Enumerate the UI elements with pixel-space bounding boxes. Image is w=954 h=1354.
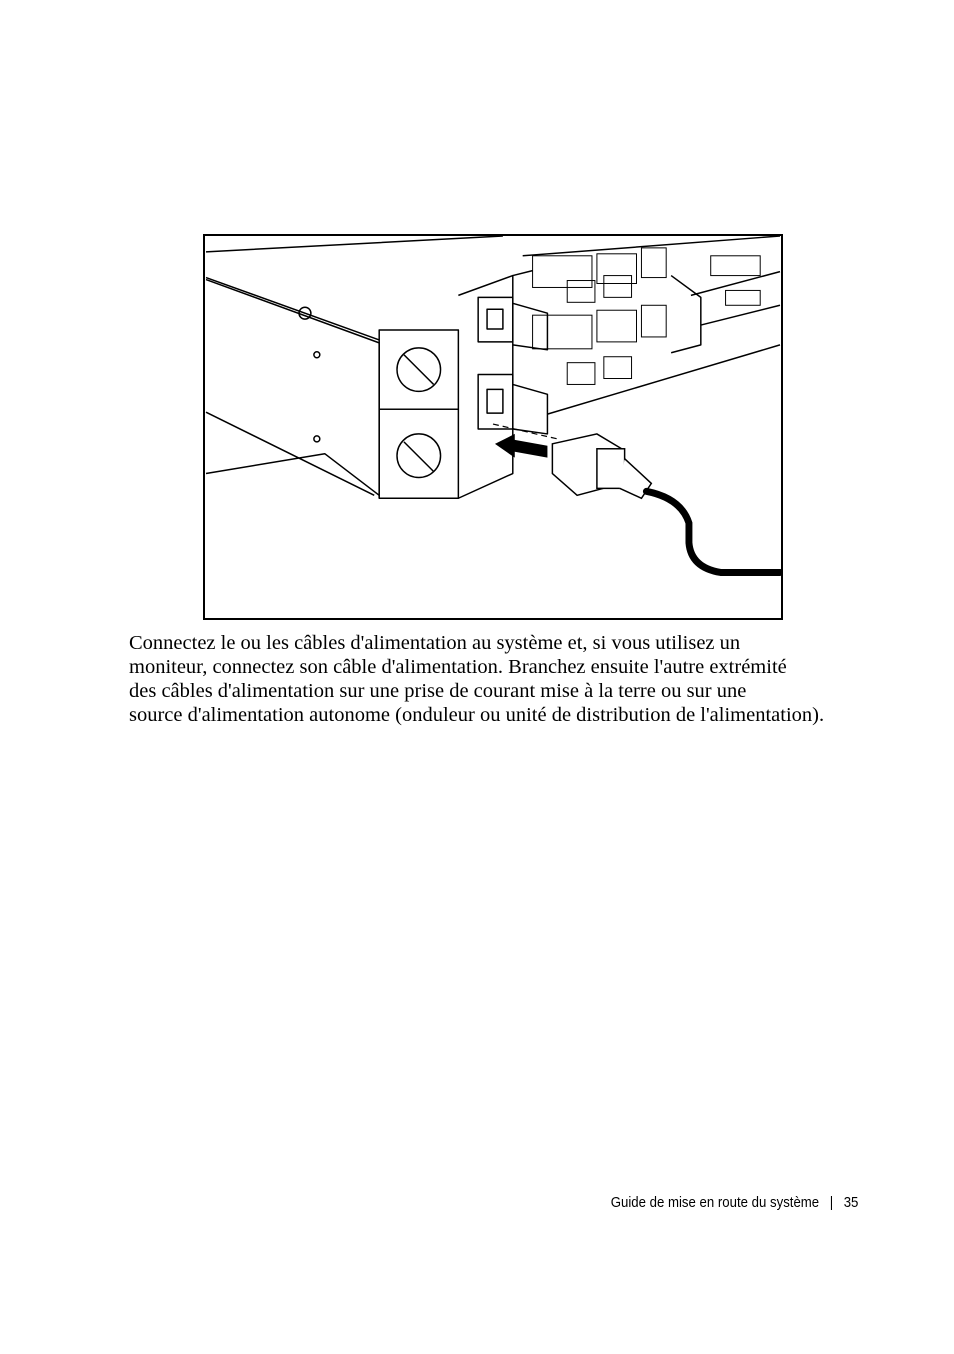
footer-title: Guide de mise en route du système [610, 1194, 819, 1211]
illustration-drawing [205, 236, 781, 618]
instruction-line: des câbles d'alimentation sur une prise de courant mise à la terre ou sur une [129, 680, 747, 702]
page-footer [610, 1194, 858, 1211]
instruction-line: source d'alimentation autonome (onduleur ou unité de distribution de l'alimentation). [129, 704, 825, 726]
psu-lower [379, 409, 458, 498]
power-inlet-upper [478, 297, 513, 342]
footer-separator: | [829, 1194, 833, 1211]
server-power-cable-illustration [203, 234, 783, 620]
power-inlet-lower [478, 375, 513, 429]
power-plug [552, 434, 651, 498]
instruction-line: moniteur, connectez son câble d'alimentation. Branchez ensuite l'autre extrémité [129, 656, 787, 678]
instruction-line: Connectez le ou les câbles d'alimentation au système et, si vous utilisez un [129, 632, 741, 654]
instruction-paragraph [129, 631, 869, 727]
page-number: 35 [843, 1194, 858, 1211]
insert-arrow [495, 434, 547, 458]
power-cable [646, 491, 780, 572]
